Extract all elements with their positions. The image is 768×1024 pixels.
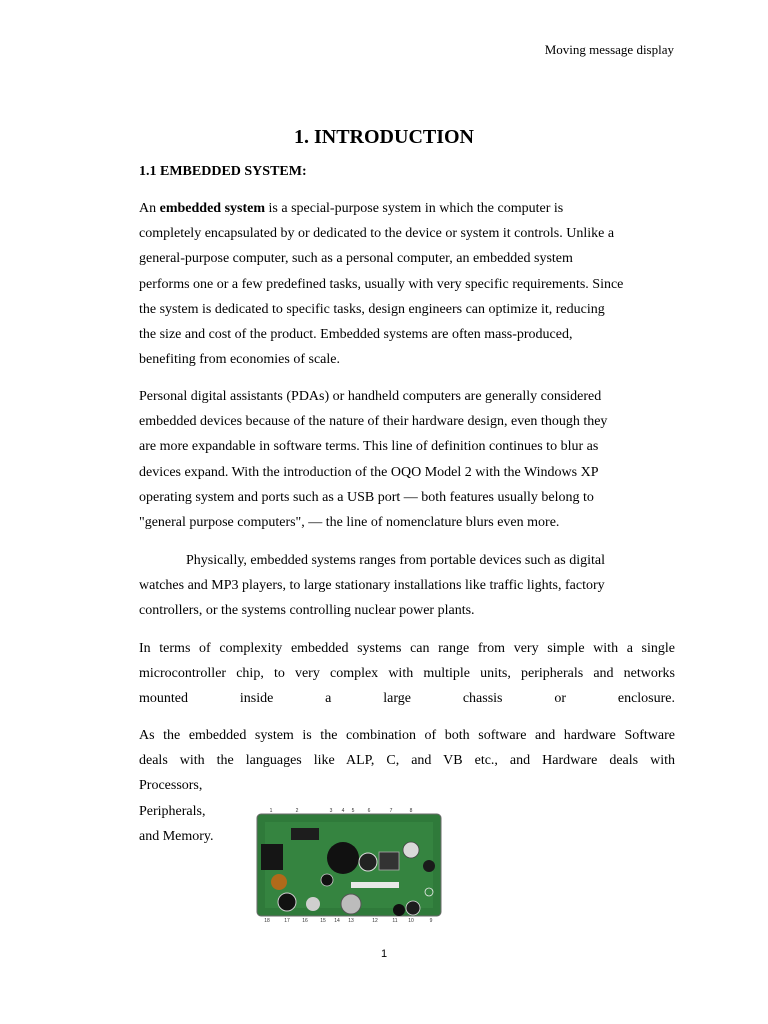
chip-component — [291, 828, 319, 840]
paragraph-line: "general purpose computers", — the line of nomenclature blurs even more. — [139, 515, 560, 531]
paragraph-line — [139, 196, 684, 221]
callout-number: 6 — [367, 808, 371, 814]
paragraph-line: are more expandable in software terms. This line of definition continues to blur as — [139, 439, 599, 455]
callout-number: 14 — [334, 918, 340, 924]
paragraph-line — [139, 548, 684, 573]
battery-component — [341, 894, 361, 914]
capacitor-component — [359, 853, 377, 871]
circuit-board-figure — [251, 806, 447, 924]
callout-number: 4 — [341, 808, 345, 814]
chapter-title: 1. INTRODUCTION — [293, 126, 475, 148]
paragraph-line-text: Physically, embedded systems ranges from portable devices such as digital — [186, 553, 605, 568]
callout-number: 1 — [269, 808, 273, 814]
display-component — [379, 852, 399, 870]
paragraph-line: completely encapsulated by or dedicated to the device or system it controls. Unlike a — [139, 226, 615, 242]
paragraph-line: Personal digital assistants (PDAs) or handheld computers are generally considered — [139, 389, 602, 404]
callout-number: 17 — [284, 918, 290, 924]
capacitor-component — [406, 901, 420, 915]
large-ic-component — [327, 842, 359, 874]
list-item: and Memory. — [139, 829, 214, 844]
paragraph-line: the size and cost of the product. Embedded systems are often mass-produced, — [139, 327, 573, 343]
section-heading: 1.1 EMBEDDED SYSTEM: — [139, 164, 307, 179]
list-item: Processors, — [139, 778, 203, 793]
paragraph-line: performs one or a few predefined tasks, usually with very specific requirements. Since — [139, 276, 624, 292]
paragraph-line: embedded devices because of the nature of their hardware design, even though they — [139, 414, 608, 430]
paragraph-line: In terms of complexity embedded systems can range from very simple with a single — [139, 641, 675, 656]
page-number: 1 — [380, 948, 388, 960]
callout-number: 5 — [351, 808, 355, 814]
buzzer-component — [278, 893, 296, 911]
paragraph-embedded-definition — [139, 196, 684, 372]
label-strip — [351, 882, 399, 888]
callout-number: 16 — [302, 918, 308, 924]
paragraph-line: the system is dedicated to specific tasks, design engineers can optimize it, reducing — [139, 301, 605, 317]
paragraph-complexity — [139, 636, 675, 712]
paragraph-line-text: is a special-purpose system in which the computer is — [265, 201, 564, 216]
callout-number: 11 — [392, 918, 398, 924]
callout-number: 13 — [348, 918, 354, 924]
paragraph-line: operating system and ports such as a USB port — both features usually belong to — [139, 489, 594, 505]
callout-number: 15 — [320, 918, 326, 924]
inductor-component — [271, 874, 287, 890]
bottom-callout-labels — [264, 918, 432, 924]
paragraph-line: devices expand. With the introduction of the OQO Model 2 with the Windows XP — [139, 464, 599, 480]
paragraph-physical-range — [139, 548, 684, 624]
capacitor-component — [423, 860, 435, 872]
capacitor-component — [393, 904, 405, 916]
list-item: Peripherals, — [139, 803, 206, 819]
callout-number: 10 — [408, 918, 414, 924]
paragraph-line: watches and MP3 players, to large stationary installations like traffic lights, factory — [139, 578, 605, 594]
capacitor-component — [403, 842, 419, 858]
bold-term: embedded system — [159, 201, 266, 216]
paragraph-line: microcontroller chip, to very complex with multiple units, peripherals and networks — [139, 666, 675, 682]
paragraph-line: mounted inside a large chassis or enclosure. — [139, 691, 675, 707]
callout-number: 12 — [372, 918, 378, 924]
crystal-component — [306, 897, 320, 911]
callout-number: 7 — [389, 808, 393, 814]
paragraph-pda — [139, 384, 684, 535]
callout-number: 2 — [295, 808, 299, 814]
paragraph-line: benefiting from economies of scale. — [139, 352, 340, 368]
running-header: Moving message display — [544, 42, 674, 57]
callout-number: 8 — [409, 808, 413, 814]
processor-chip — [261, 844, 283, 870]
callout-number: 3 — [329, 808, 333, 814]
hardware-list — [139, 773, 214, 850]
paragraph-hw-sw — [139, 723, 675, 773]
paragraph-lead: An — [139, 201, 160, 216]
paragraph-line: general-purpose computer, such as a personal computer, an embedded system — [139, 251, 573, 267]
callout-number: 18 — [264, 918, 270, 924]
paragraph-line: As the embedded system is the combination of both software and hardware Software — [139, 728, 675, 743]
paragraph-line: controllers, or the systems controlling nuclear power plants. — [139, 603, 475, 619]
callout-number: 9 — [429, 918, 433, 924]
transistor-component — [321, 874, 333, 886]
top-callout-labels — [270, 808, 413, 814]
paragraph-line: deals with the languages like ALP, C, and VB etc., and Hardware deals with — [139, 753, 675, 769]
